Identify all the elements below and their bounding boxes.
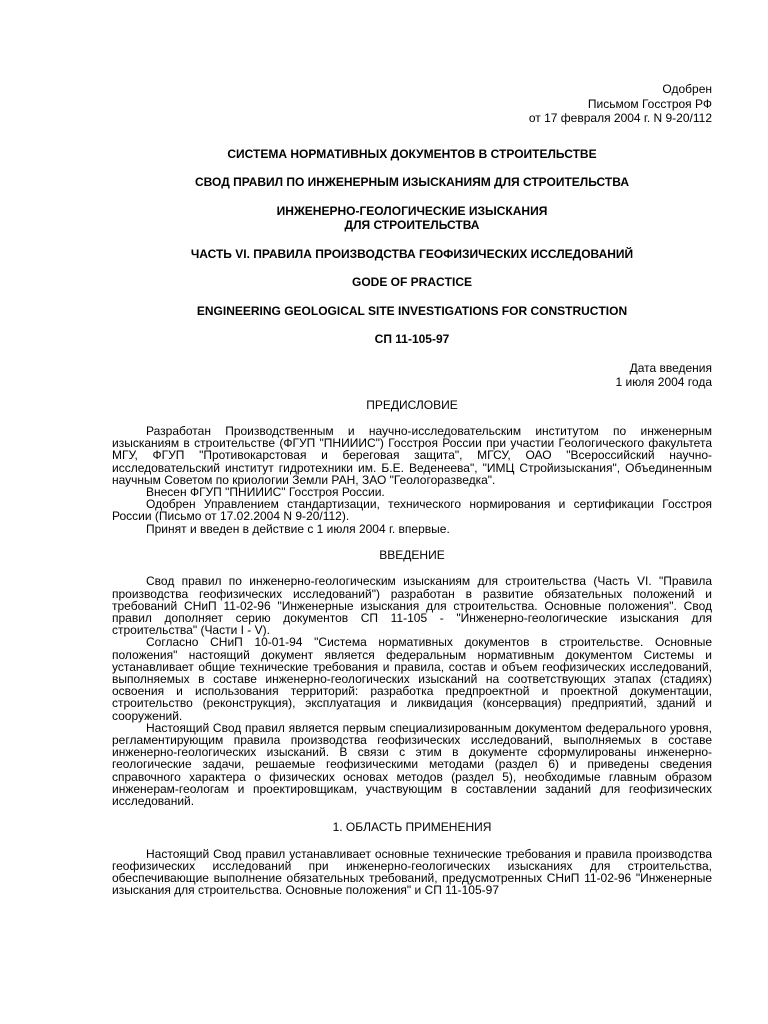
document-number: СП 11-105-97 [374,332,450,346]
system-heading: СИСТЕМА НОРМАТИВНЫХ ДОКУМЕНТОВ В СТРОИТЕЛЬСТВЕ [227,146,597,161]
introduction-paragraph: Согласно СНиП 10-01-94 "Система нормативных документов в строительстве. Основные положения" настоящий документ является федеральным нормативным документом Системы и устанавливает общие технические требования и правила, состав и объем геофизических исследований, выполняемых в составе инженерно-геологических изысканий на соответствующих этапах (стадиях) освоения и использования территорий: разработка предпроектной и проектной документации, строительство (реконструкция), эксплуатация и ликвидация (консервация) предприятий, зданий и сооружений. [112,635,712,723]
scope-paragraph: Настоящий Свод правил устанавливает основные технические требования и правила производства геофизических исследований при инженерно-геологических изысканиях для строительства, обеспечивающие выполнение обязательных требований, предусмотренных СНиП 11-02-96 "Инженерные изыскания для строительства. Основные положения" и СП 11-105-97 [112,846,712,898]
introduction-title: ВВЕДЕНИЕ [379,547,445,562]
en-title-heading: ENGINEERING GEOLOGICAL SITE INVESTIGATIONS FOR CONSTRUCTION [196,303,628,318]
intro-date-label: Дата введения [629,360,712,375]
approval-line: Одобрен [662,82,712,96]
geo-heading [112,204,712,233]
preface-title: ПРЕДИСЛОВИЕ [366,397,458,412]
scope-title: 1. ОБЛАСТЬ ПРИМЕНЕНИЯ [332,820,492,835]
code-heading: СВОД ПРАВИЛ ПО ИНЖЕНЕРНЫМ ИЗЫСКАНИЯМ ДЛЯ СТРОИТЕЛЬСТВА [195,175,629,189]
preface-paragraph: Разработан Производственным и научно-исследовательским институтом по инженерным изысканиям в строительстве (ФГУП "ПНИИИС") Госстроя России при участии Геологического факультета МГУ, ФГУП "Противокарстовая и береговая защита", МГСУ, ОАО "Всероссийский научно-исследовательский институт гидротехники им. Б.Е. Веденеева", "ИМЦ Стройизыскания", Объединенным научным Советом по криологии Земли РАН, ЗАО "Геологоразведка". [112,424,712,487]
preface-body [112,425,712,535]
preface-paragraph: Принят и введен в действие с 1 июля 2004 г. впервые. [146,521,450,536]
geo-heading-line: ИНЖЕНЕРНО-ГЕОЛОГИЧЕСКИЕ ИЗЫСКАНИЯ [276,203,548,218]
introduction-body [112,575,712,807]
preface-paragraph: Одобрен Управлением стандартизации, технического нормирования и сертификации Госстроя России (Письмо от 17.02.2004 N 9-20/112). [112,497,712,524]
document-page [112,82,712,897]
scope-body [112,848,712,897]
approval-line: Письмом Госстроя РФ [587,96,712,111]
intro-date-block [112,361,712,390]
geo-heading-line: ДЛЯ СТРОИТЕЛЬСТВА [344,218,480,232]
intro-date-value: 1 июля 2004 года [615,375,712,389]
part-heading: ЧАСТЬ VI. ПРАВИЛА ПРОИЗВОДСТВА ГЕОФИЗИЧЕСКИХ ИССЛЕДОВАНИЙ [190,246,634,261]
preface-paragraph: Внесен ФГУП "ПНИИИС" Госстроя России. [146,485,385,500]
approval-block [112,82,712,126]
en-code-heading: GODE OF PRACTICE [351,275,472,289]
introduction-paragraph: Настоящий Свод правил является первым специализированным документом федерального уровня, регламентирующим правила производства геофизических исследований, выполняемых в составе инженерно-геологических изысканий. В связи с этим в документе сформулированы инженерно-геологические задачи, решаемые геофизическими методами (раздел 6) и приведены сведения справочного характера о физических основах методов (раздел 5), необходимые главным образом инженерам-геологам и проектировщикам, участвующим в составлении заданий для геофизических исследований. [112,720,712,808]
approval-line: от 17 февраля 2004 г. N 9-20/112 [528,111,712,125]
introduction-paragraph: Свод правил по инженерно-геологическим изысканиям для строительства (Часть VI. "Правила производства геофизических исследований") разработан в развитие обязательных положений и требований СНиП 11-02-96 "Инженерные изыскания для строительства. Основные положения". Свод правил дополняет серию документов СП 11-105 - "Инженерно-геологические изыскания для строительства" (Части I - V). [112,574,712,638]
